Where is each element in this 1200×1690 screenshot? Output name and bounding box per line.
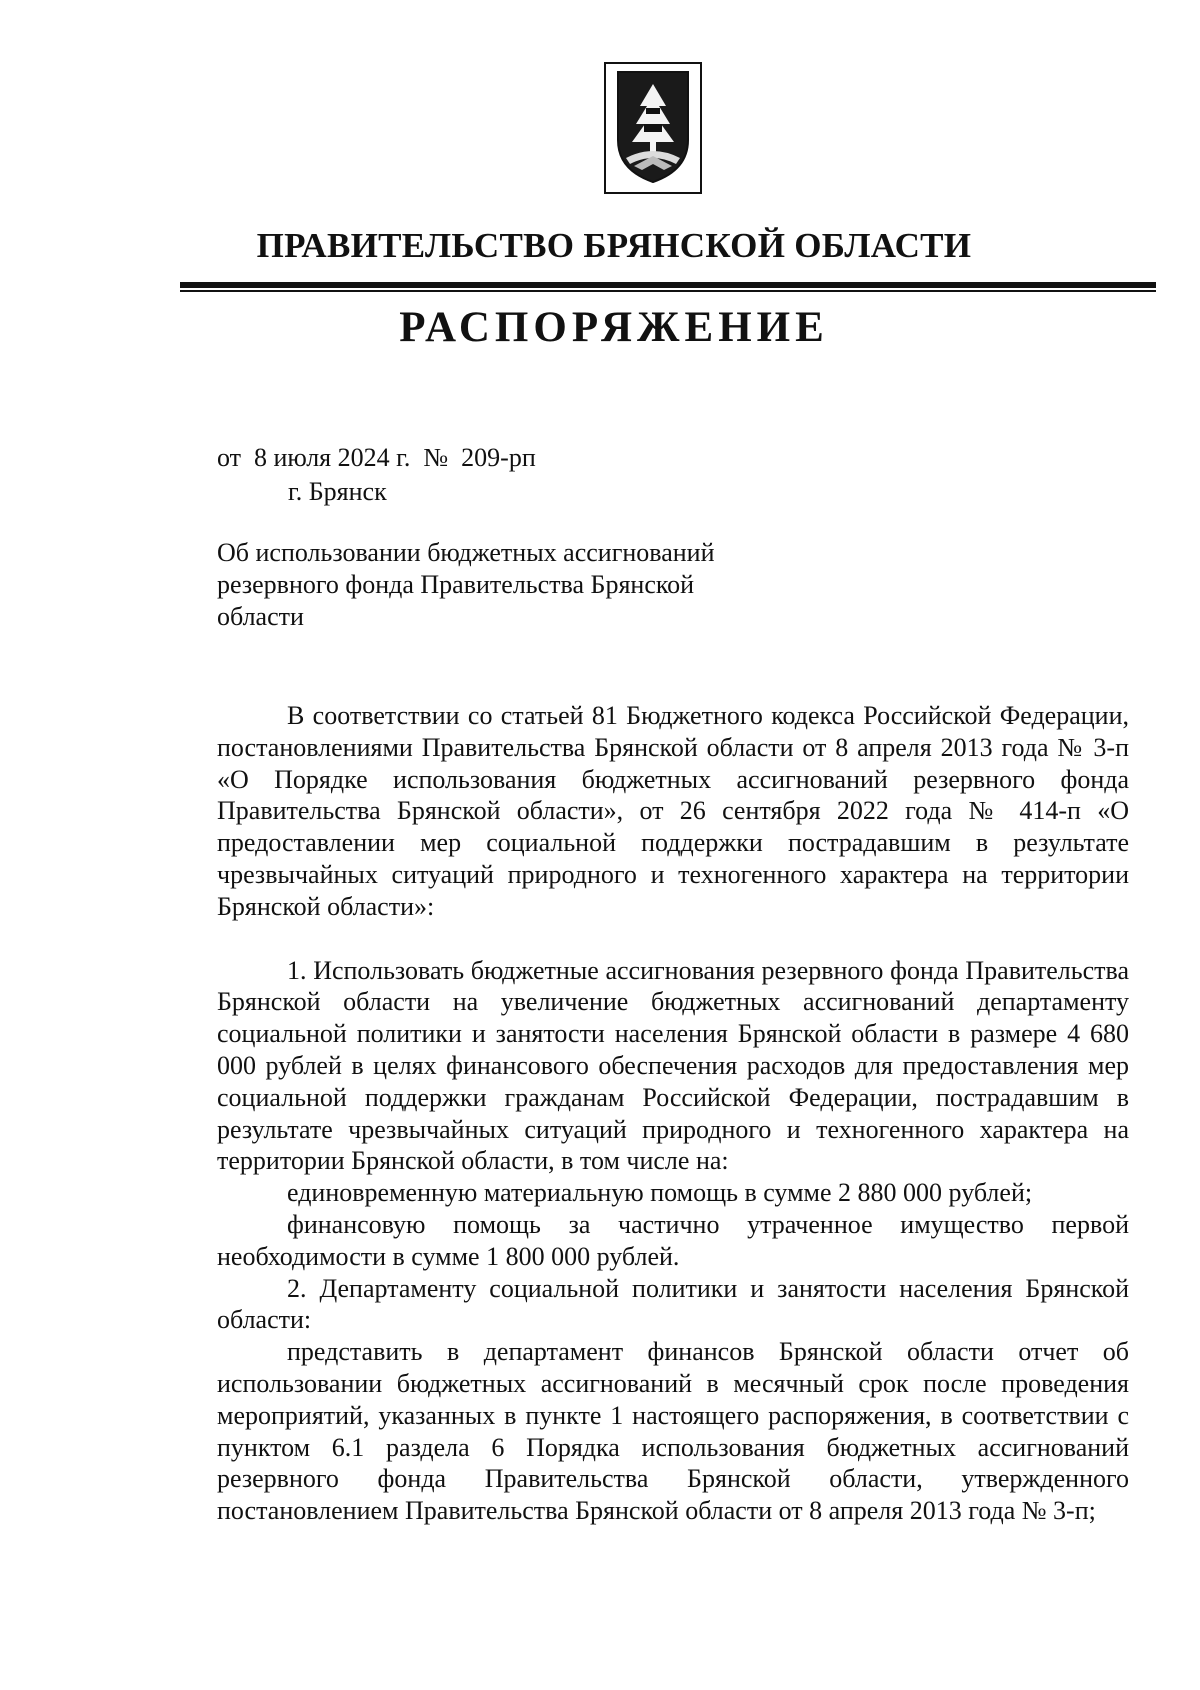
document-type: РАСПОРЯЖЕНИЕ [399, 304, 829, 351]
item-1-sub-2: финансовую помощь за частично утраченное имущество первой необходимости в сумме 1 800 000 рублей. [217, 1209, 1129, 1271]
document-body [217, 700, 1129, 1527]
date-number: от 8 июля 2024 г. № 209-рп [217, 443, 536, 472]
item-1-sub-1: единовременную материальную помощь в сумме 2 880 000 рублей; [287, 1178, 1033, 1208]
item-1-paragraph: 1. Использовать бюджетные ассигнования резервного фонда Правительства Брянской области на увеличение бюджетных ассигнований департаменту социальной политики и занятости населения Брянской области в размере 4 680 000 рублей в целях финансового обеспечения расходов для предоставления мер социальной поддержки гражданам Российской Федерации, пострадавшим в результате чрезвычайных ситуаций природного и техногенного характера на территории Брянской области, в том числе на: [217, 955, 1129, 1176]
city: г. Брянск [288, 477, 387, 506]
bryansk-coat-of-arms-icon [604, 62, 702, 194]
header-rule-thick [180, 282, 1156, 288]
preamble-paragraph: В соответствии со статьей 81 Бюджетного кодекса Российской Федерации, постановлениями Правительства Брянской области от 8 апреля 2013 года № 3-п «О Порядке использования бюджетных ассигнований резервного фонда Правительства Брянской области», от 26 сентября 2022 года № 414-п «О предоставлении мер социальной поддержки пострадавшим в результате чрезвычайных ситуаций природного и техногенного характера на территории Брянской области»: [217, 701, 1129, 921]
document-subject: Об использовании бюджетных ассигнований резервного фонда Правительства Брянской области [217, 538, 715, 631]
item-2-paragraph: 2. Департаменту социальной политики и занятости населения Брянской области: [217, 1273, 1129, 1335]
item-2-sub-1: представить в департамент финансов Брянской области отчет об использовании бюджетных ассигнований в месячный срок после проведения мероприятий, указанных в пункте 1 настоящего распоряжения, в соответствии с пунктом 6.1 раздела 6 Порядка использования бюджетных ассигнований резервного фонда Правительства Брянской области, утвержденного постановлением Правительства Брянской области от 8 апреля 2013 года № 3-п; [217, 1337, 1129, 1526]
organization-title: ПРАВИТЕЛЬСТВО БРЯНСКОЙ ОБЛАСТИ [256, 226, 972, 265]
header-rule-thin [180, 290, 1156, 292]
